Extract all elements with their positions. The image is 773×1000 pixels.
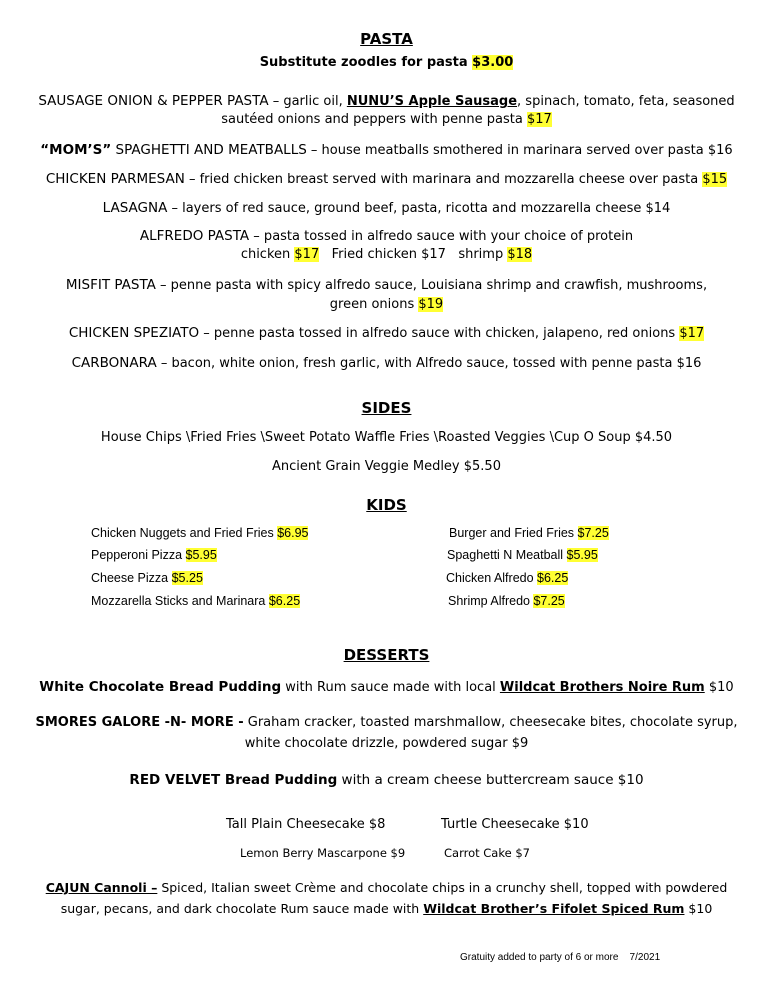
kids-title: KIDS [366,496,407,514]
menu-item-chicken-parmesan: CHICKEN PARMESAN – fried chicken breast served with marinara and mozzarella cheese over pasta $15 [45,171,728,187]
dessert-cannoli-line2: sugar, pecans, and dark chocolate Rum sauce made with Wildcat Brother’s Fifolet Spiced Rum $10 [60,901,713,916]
price: $17 [679,326,705,341]
substitute-price: $3.00 [472,55,514,70]
price: $19 [418,297,444,312]
dessert-cannoli: CAJUN Cannoli – Spiced, Italian sweet Crème and chocolate chips in a crunchy shell, topped with powdered [45,880,728,895]
kids-item: Spaghetti N Meatball $5.95 [447,548,598,562]
kids-item: Chicken Nuggets and Fried Fries $6.95 [91,526,309,540]
menu-date: 7/2021 [629,952,661,963]
dessert-tall-plain: Tall Plain Cheesecake $8 [226,817,386,832]
pasta-title: PASTA [360,30,413,48]
menu-item-spaghetti: “MOM’S” SPAGHETTI AND MEATBALLS – house meatballs smothered in marinara served over pasta $16 [40,142,733,158]
menu-item-sausage-line2: sautéed onions and peppers with penne pasta $17 [221,112,552,127]
kids-item: Cheese Pizza $5.25 [91,571,203,585]
menu-item-alfredo-options: chicken $17 Fried chicken $17 shrimp $18 [240,247,533,262]
menu-item-sausage: SAUSAGE ONION & PEPPER PASTA – garlic oil, NUNU’S Apple Sausage, spinach, tomato, feta, seasoned [38,93,735,109]
menu-item-carbonara: CARBONARA – bacon, white onion, fresh garlic, with Alfredo sauce, tossed with penne pasta $16 [71,355,702,371]
gratuity-note: Gratuity added to party of 6 or more [460,952,619,963]
kids-item: Shrimp Alfredo $7.25 [448,594,565,608]
menu-item-lasagna: LASAGNA – layers of red sauce, ground beef, pasta, ricotta and mozzarella cheese $14 [102,200,671,216]
dessert-white-chocolate: White Chocolate Bread Pudding with Rum sauce made with local Wildcat Brothers Noire Rum $10 [39,679,734,695]
kids-item: Burger and Fried Fries $7.25 [449,526,609,540]
dessert-lemon-berry: Lemon Berry Mascarpone $9 [240,846,406,860]
kids-item: Pepperoni Pizza $5.95 [91,548,217,562]
kids-item: Chicken Alfredo $6.25 [446,571,569,585]
wildcat-fifolet-link: Wildcat Brother’s Fifolet Spiced Rum [423,901,685,916]
menu-item-alfredo: ALFREDO PASTA – pasta tossed in alfredo sauce with your choice of protein [139,228,634,244]
kids-item: Mozzarella Sticks and Marinara $6.25 [91,594,301,608]
price: $16 [676,356,702,371]
substitute-note: Substitute zoodles for pasta $3.00 [259,55,514,70]
footer [460,952,660,963]
sides-line2: Ancient Grain Veggie Medley $5.50 [272,459,501,474]
sides-line1: House Chips \Fried Fries \Sweet Potato Waffle Fries \Roasted Veggies \Cup O Soup $4.50 [100,430,673,445]
dessert-turtle: Turtle Cheesecake $10 [441,817,589,832]
menu-item-misfit: MISFIT PASTA – penne pasta with spicy alfredo sauce, Louisiana shrimp and crawfish, mushrooms, [65,277,708,293]
sides-title: SIDES [361,399,412,417]
dessert-red-velvet: RED VELVET Bread Pudding with a cream cheese buttercream sauce $10 [129,772,644,788]
menu-item-speziato: CHICKEN SPEZIATO – penne pasta tossed in alfredo sauce with chicken, jalapeno, red onions $17 [68,325,705,341]
menu-item-misfit-line2: green onions $19 [329,297,444,312]
dessert-smores: SMORES GALORE -N- MORE - Graham cracker, toasted marshmallow, cheesecake bites, chocolate syrup, [35,715,738,730]
price: $15 [702,172,728,187]
price: $16 [707,143,733,158]
price: $14 [645,201,671,216]
price: $17 [294,247,320,262]
wildcat-noire-link: Wildcat Brothers Noire Rum [499,680,705,695]
desserts-title: DESSERTS [343,646,430,664]
price: $18 [507,247,533,262]
price: $17 [526,112,552,127]
dessert-smores-line2: white chocolate drizzle, powdered sugar $9 [244,736,529,751]
dessert-carrot-cake: Carrot Cake $7 [444,846,530,860]
nunus-sausage-link: NUNU’S Apple Sausage [346,94,518,109]
